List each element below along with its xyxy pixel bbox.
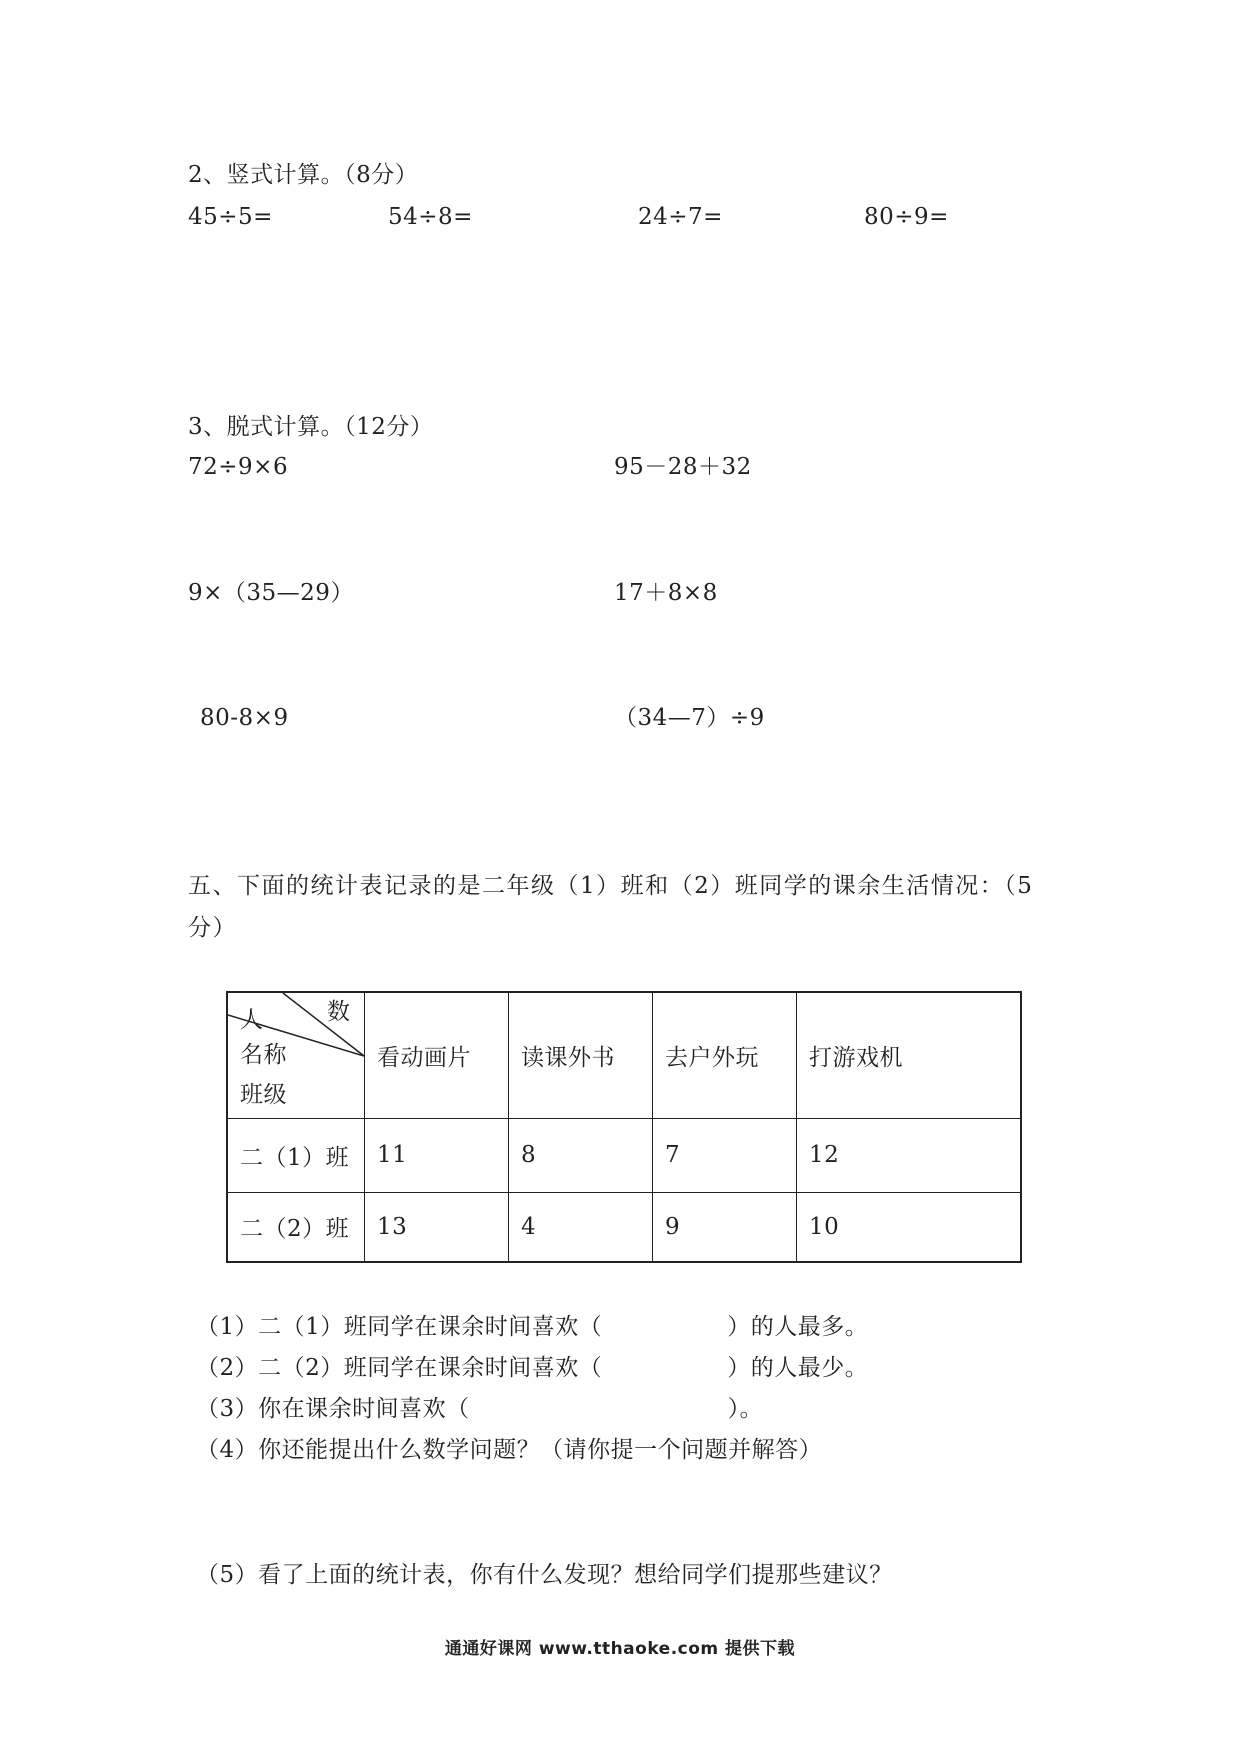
column-header: 看动画片: [365, 992, 509, 1118]
question-1-suffix: ）的人最多。: [727, 1314, 869, 1340]
corner-label-people: 人: [240, 1007, 264, 1033]
question-5-text: （5）看了上面的统计表，你有什么发现？想给同学们提那些建议？: [196, 1562, 893, 1588]
corner-label-name: 名称: [240, 1042, 287, 1068]
expression-4: 17＋8×8: [614, 580, 718, 606]
question-4: [196, 1435, 822, 1465]
question-3-prefix: （3）你在课余时间喜欢（: [196, 1396, 470, 1422]
division-problem-1: 45÷5=: [188, 204, 273, 230]
expression-5: 80-8×9: [200, 705, 289, 731]
question-3: [196, 1394, 763, 1424]
table-cell: 10: [797, 1192, 1022, 1262]
division-problem-2: 54÷8=: [388, 204, 473, 230]
footer-credit: 通通好课网 www.tthaoke.com 提供下载: [444, 1639, 796, 1659]
question-1-prefix: （1）二（1）班同学在课余时间喜欢（: [196, 1314, 603, 1340]
statistics-table: [226, 991, 1022, 1263]
section2-title: 2、竖式计算。（8分）: [188, 162, 419, 188]
table-header-row: [227, 992, 1021, 1118]
question-2: [196, 1353, 868, 1383]
corner-label-class: 班级: [240, 1082, 287, 1108]
division-problem-4: 80÷9=: [864, 204, 949, 230]
column-header: 去户外玩: [653, 992, 797, 1118]
table-row: [227, 1118, 1021, 1192]
column-header: 读课外书: [509, 992, 653, 1118]
diagonal-header-cell: [227, 992, 365, 1118]
expression-6: （34—7）÷9: [614, 705, 765, 731]
section3-title: 3、脱式计算。（12分）: [188, 414, 434, 440]
column-header: 打游戏机: [797, 992, 1022, 1118]
row-label: 二（1）班: [227, 1118, 365, 1192]
question-2-suffix: ）的人最少。: [727, 1355, 869, 1381]
division-problem-3: 24÷7=: [638, 204, 723, 230]
table-cell: 9: [653, 1192, 797, 1262]
question-4-text: （4）你还能提出什么数学问题？（请你提一个问题并解答）: [196, 1437, 823, 1463]
section5-title: 五、下面的统计表记录的是二年级（1）班和（2）班同学的课余生活情况：（5分）: [188, 873, 1034, 941]
table-row: [227, 1192, 1021, 1262]
table-cell: 13: [365, 1192, 509, 1262]
table-cell: 4: [509, 1192, 653, 1262]
table-cell: 12: [797, 1118, 1022, 1192]
table-cell: 7: [653, 1118, 797, 1192]
table-cell: 11: [365, 1118, 509, 1192]
question-5: [196, 1560, 893, 1590]
expression-2: 95－28＋32: [614, 454, 752, 480]
question-1: [196, 1312, 868, 1342]
table-cell: 8: [509, 1118, 653, 1192]
question-2-prefix: （2）二（2）班同学在课余时间喜欢（: [196, 1355, 603, 1381]
expression-1: 72÷9×6: [188, 454, 289, 480]
corner-label-count: 数: [327, 999, 351, 1025]
expression-3: 9×（35—29）: [188, 580, 354, 606]
question-3-suffix: ）。: [727, 1396, 764, 1422]
row-label: 二（2）班: [227, 1192, 365, 1262]
